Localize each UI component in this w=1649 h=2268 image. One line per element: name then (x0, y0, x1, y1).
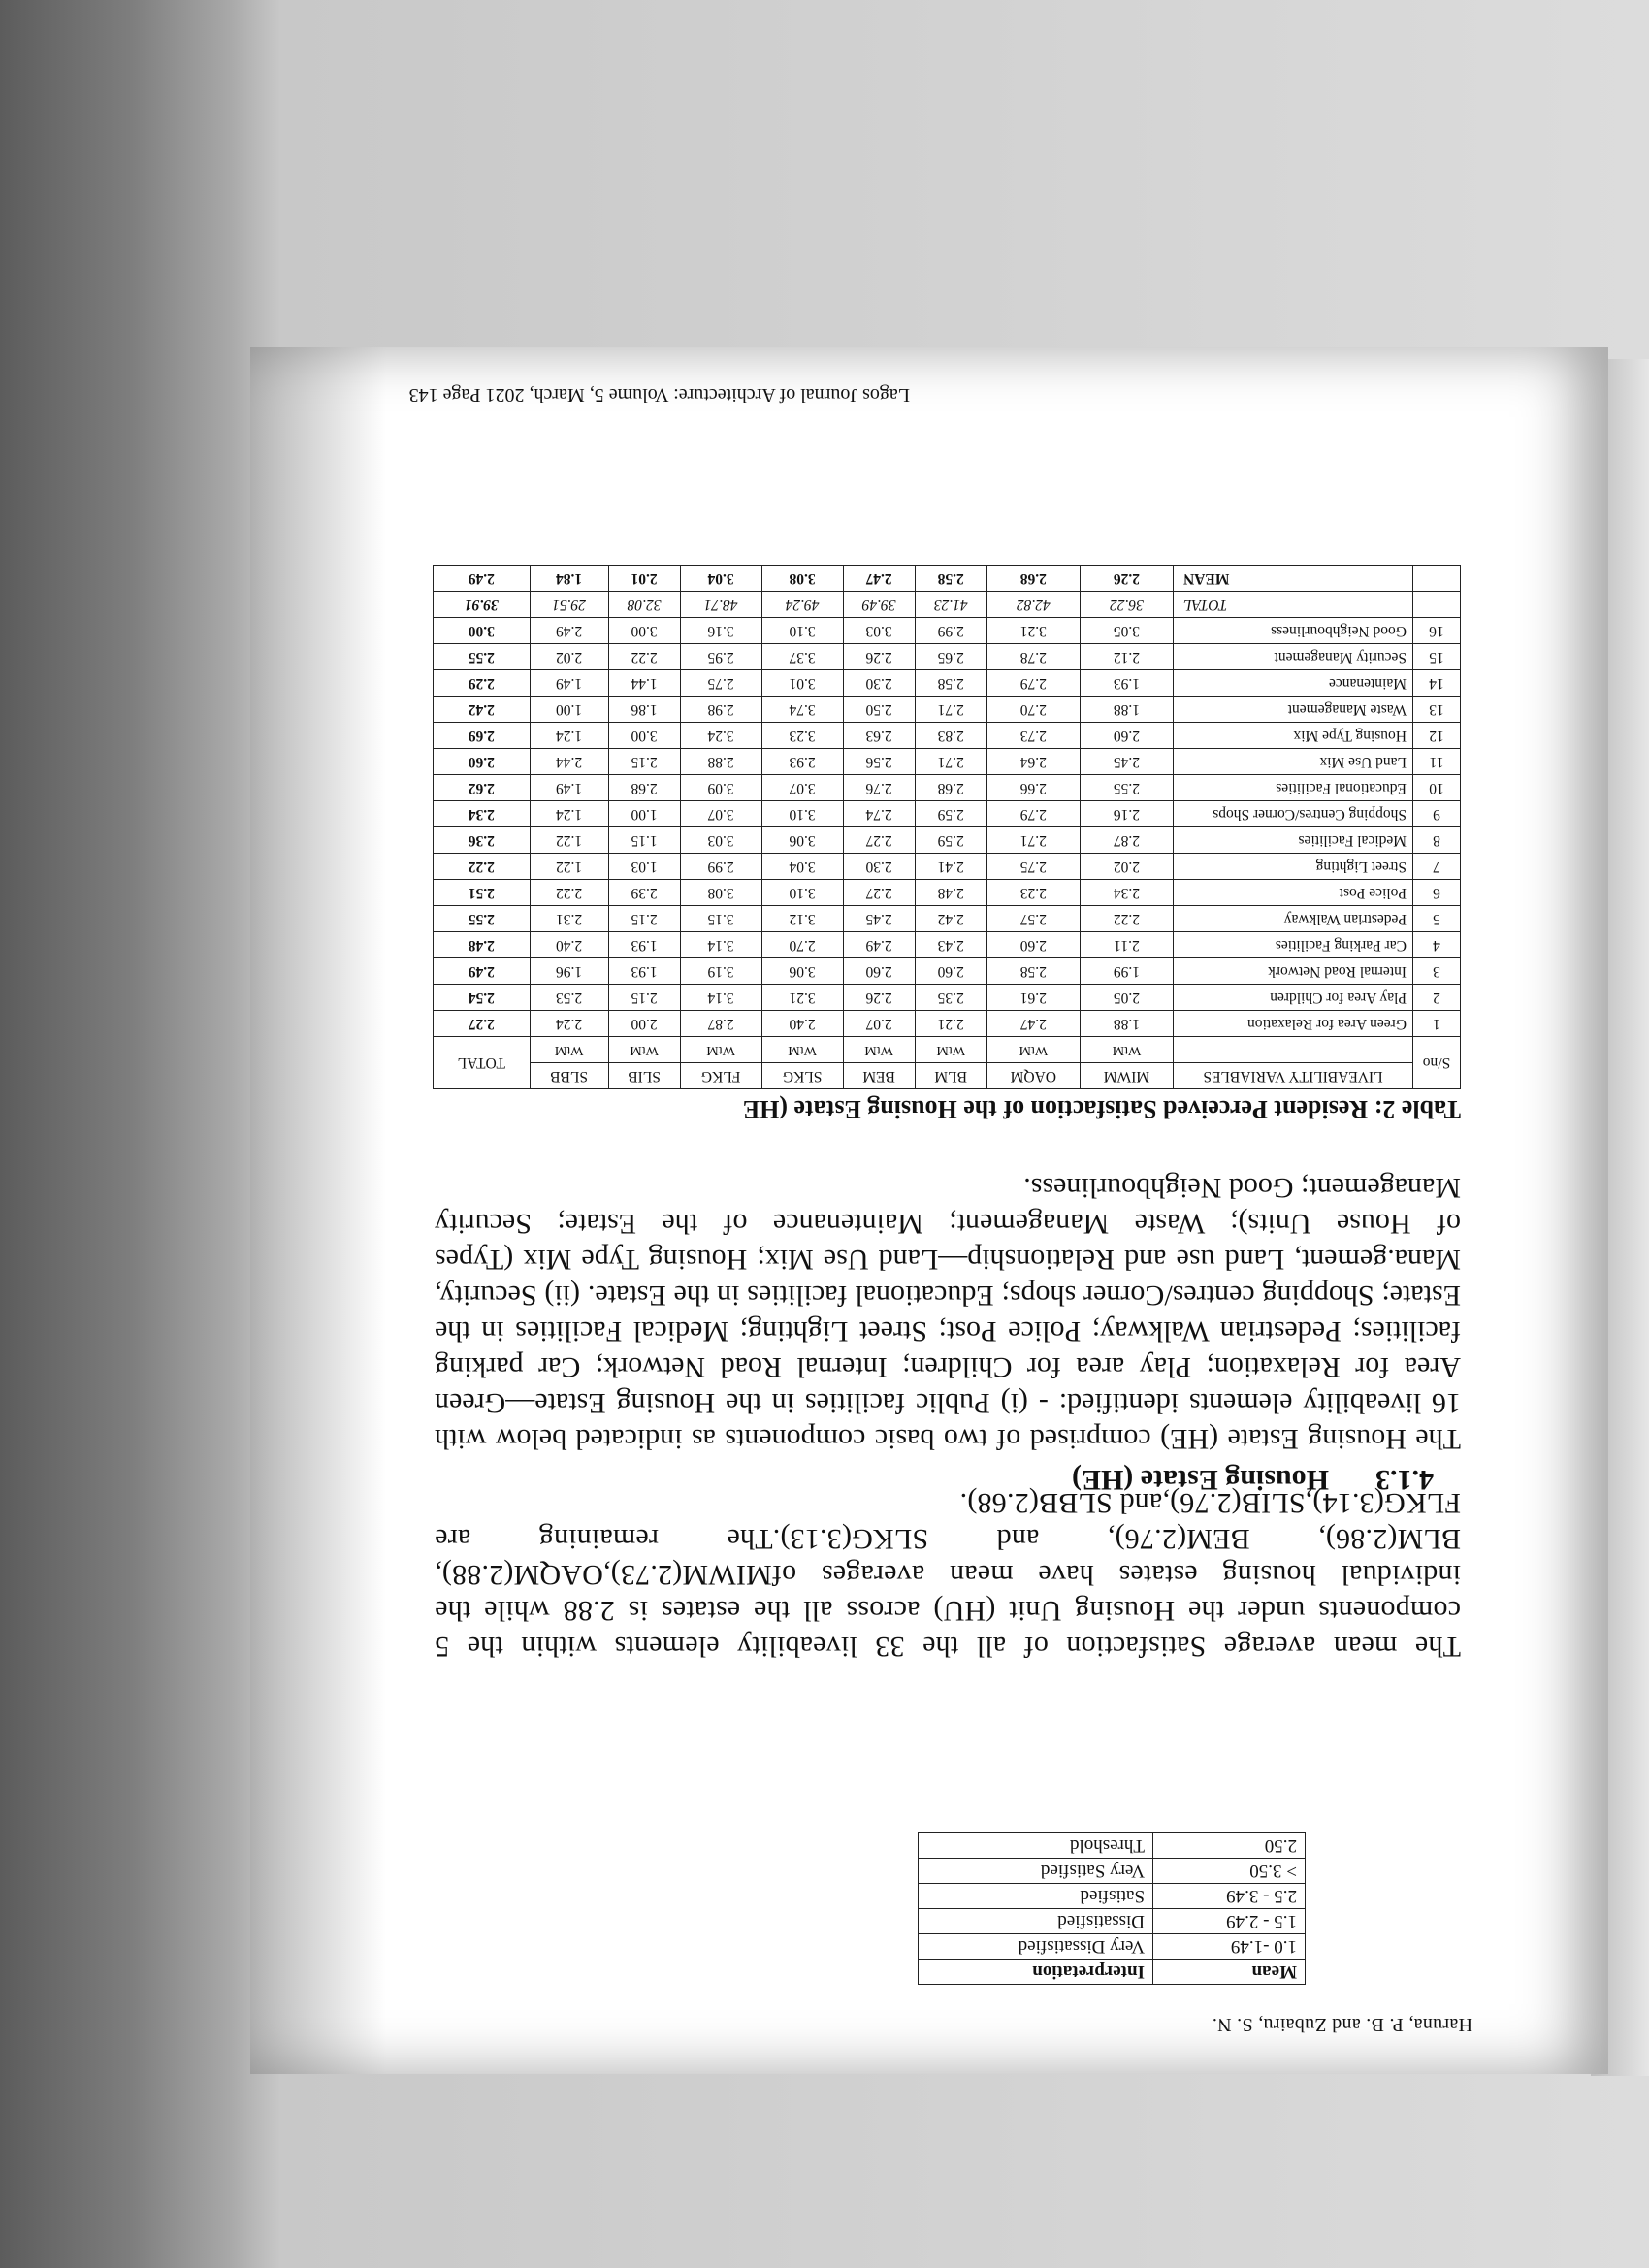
interp-label: Very Dissatisfied (919, 1934, 1153, 1960)
table-row (434, 697, 1461, 723)
table-row (434, 958, 1461, 985)
cell-value: 2.83 (915, 723, 986, 749)
cell-value: 2.02 (530, 644, 608, 670)
cell-value: 1.00 (608, 801, 680, 827)
cell-sno: 13 (1413, 697, 1461, 723)
cell-total-row-value: 49.24 (761, 592, 843, 618)
cell-value: 3.21 (986, 618, 1080, 644)
interp-mean: 2.50 (1153, 1833, 1306, 1859)
cell-value: 2.55 (1080, 775, 1173, 801)
subheader-wtm: WtM (915, 1037, 986, 1063)
cell-value: 3.03 (843, 618, 915, 644)
cell-value: 3.12 (761, 906, 843, 932)
cell-value: 3.08 (680, 880, 761, 906)
cell-value: 3.06 (761, 827, 843, 854)
cell-sno: 12 (1413, 723, 1461, 749)
interp-mean: 1.5 - 2.49 (1153, 1909, 1306, 1934)
cell-variable: Good Neighbourliness (1174, 618, 1413, 644)
cell-sno: 16 (1413, 618, 1461, 644)
cell-value: 3.00 (608, 618, 680, 644)
cell-value: 2.45 (843, 906, 915, 932)
cell-value: 2.70 (986, 697, 1080, 723)
cell-total-row-value: 32.08 (608, 592, 680, 618)
cell-value: 3.16 (680, 618, 761, 644)
cell-value: 2.40 (761, 1011, 843, 1037)
cell-value: 2.31 (530, 906, 608, 932)
cell-sno: 10 (1413, 775, 1461, 801)
cell-value: 2.79 (986, 670, 1080, 697)
cell-value: 2.74 (843, 801, 915, 827)
cell-value: 2.26 (843, 985, 915, 1011)
cell-sno: 1 (1413, 1011, 1461, 1037)
cell-total: 2.62 (434, 775, 531, 801)
cell-total: 2.29 (434, 670, 531, 697)
cell-value: 2.22 (530, 880, 608, 906)
interp-mean: 1.0 -1.49 (1153, 1934, 1306, 1960)
cell-value: 3.74 (761, 697, 843, 723)
cell-value: 2.00 (608, 1011, 680, 1037)
cell-variable: Housing Type Mix (1174, 723, 1413, 749)
cell-value: 2.57 (986, 906, 1080, 932)
cell-mean-row-value: 2.58 (915, 566, 986, 592)
cell-value: 1.49 (530, 775, 608, 801)
interp-label: Dissatisfied (919, 1909, 1153, 1934)
scanned-page (250, 347, 1608, 2074)
cell-value: 2.58 (986, 958, 1080, 985)
satisfaction-table (433, 565, 1461, 1089)
cell-total-row-value: 39.49 (843, 592, 915, 618)
total-row (434, 592, 1461, 618)
cell-value: 2.30 (843, 670, 915, 697)
cell-value: 2.42 (915, 906, 986, 932)
section-heading (1072, 1463, 1434, 1496)
col-oaqm: OAQM (986, 1063, 1080, 1089)
cell-value: 3.10 (761, 618, 843, 644)
cell-total-row-value: 48.71 (680, 592, 761, 618)
cell-value: 3.37 (761, 644, 843, 670)
cell-value: 2.15 (608, 906, 680, 932)
cell-total: 2.27 (434, 1011, 531, 1037)
cell-value: 3.04 (761, 854, 843, 880)
interp-row (919, 1833, 1306, 1859)
cell-value: 2.49 (843, 932, 915, 958)
subheader-wtm: WtM (530, 1037, 608, 1063)
cell-value: 3.09 (680, 775, 761, 801)
col-slbb: SLBB (530, 1063, 608, 1089)
cell-total-row-value: 42.82 (986, 592, 1080, 618)
interp-row (919, 1909, 1306, 1934)
cell-value: 2.64 (986, 749, 1080, 775)
interp-label: Satisfied (919, 1884, 1153, 1909)
cell-value: 2.78 (986, 644, 1080, 670)
cell-mean-row-label: MEAN (1174, 566, 1413, 592)
cell-value: 1.88 (1080, 1011, 1173, 1037)
table-row (434, 723, 1461, 749)
table-row (434, 854, 1461, 880)
col-slkg: SLKG (761, 1063, 843, 1089)
cell-total: 3.00 (434, 618, 531, 644)
cell-value: 2.56 (843, 749, 915, 775)
cell-total-row-label: TOTAL (1174, 592, 1413, 618)
table-row (434, 906, 1461, 932)
cell-variable: Shopping Centres/Corner Shops (1174, 801, 1413, 827)
cell-total: 2.60 (434, 749, 531, 775)
table-row (434, 801, 1461, 827)
journal-footer: Lagos Journal of Architecture: Volume 5, March, 2021 Page 143 (408, 384, 910, 405)
cell-total: 2.54 (434, 985, 531, 1011)
table-row (434, 1011, 1461, 1037)
cell-value: 2.48 (915, 880, 986, 906)
subheader-wtm: WtM (1080, 1037, 1173, 1063)
cell-value: 2.87 (680, 1011, 761, 1037)
subheader-wtm: WtM (761, 1037, 843, 1063)
interp-row (919, 1934, 1306, 1960)
cell-value: 1.15 (608, 827, 680, 854)
cell-variable: Green Area for Relaxation (1174, 1011, 1413, 1037)
cell-value: 3.01 (761, 670, 843, 697)
cell-value: 3.14 (680, 932, 761, 958)
cell-value: 2.63 (843, 723, 915, 749)
cell-sno: 3 (1413, 958, 1461, 985)
cell-total: 2.69 (434, 723, 531, 749)
cell-mean-row-value: 1.84 (530, 566, 608, 592)
table-row (434, 644, 1461, 670)
cell-value: 2.50 (843, 697, 915, 723)
cell-value: 3.03 (680, 827, 761, 854)
cell-total: 2.22 (434, 854, 531, 880)
cell-value: 1.86 (608, 697, 680, 723)
cell-variable: Maintenance (1174, 670, 1413, 697)
interp-mean: 2.5 - 3.49 (1153, 1884, 1306, 1909)
col-bem: BEM (843, 1063, 915, 1089)
cell-value: 2.15 (608, 985, 680, 1011)
cell-value: 1.24 (530, 723, 608, 749)
cell-value: 2.15 (608, 749, 680, 775)
cell-value: 2.98 (680, 697, 761, 723)
subheader-wtm: WtM (843, 1037, 915, 1063)
cell-value: 1.44 (608, 670, 680, 697)
col-total: TOTAL (434, 1037, 531, 1089)
cell-value: 2.22 (608, 644, 680, 670)
cell-total: 2.49 (434, 958, 531, 985)
cell-mean-row-value: 2.26 (1080, 566, 1173, 592)
col-miwm: MIWM (1080, 1063, 1173, 1089)
cell-variable: Land Use Mix (1174, 749, 1413, 775)
cell-sno: 11 (1413, 749, 1461, 775)
cell-value: 2.47 (986, 1011, 1080, 1037)
cell-value: 1.49 (530, 670, 608, 697)
cell-value: 2.22 (1080, 906, 1173, 932)
cell-value: 2.59 (915, 801, 986, 827)
cell-value: 2.71 (986, 827, 1080, 854)
cell-value: 2.99 (915, 618, 986, 644)
cell-total: 2.42 (434, 697, 531, 723)
cell-value: 2.95 (680, 644, 761, 670)
cell-value: 2.40 (530, 932, 608, 958)
cell-value: 1.22 (530, 827, 608, 854)
table-row (434, 775, 1461, 801)
cell-value: 1.88 (1080, 697, 1173, 723)
cell-total: 2.48 (434, 932, 531, 958)
cell-value: 2.61 (986, 985, 1080, 1011)
cell-mean-row-value: 2.47 (843, 566, 915, 592)
cell-blank (1413, 592, 1461, 618)
cell-value: 2.05 (1080, 985, 1173, 1011)
cell-value: 3.23 (761, 723, 843, 749)
cell-value: 3.24 (680, 723, 761, 749)
cell-value: 2.66 (986, 775, 1080, 801)
cell-value: 2.79 (986, 801, 1080, 827)
col-blm: BLM (915, 1063, 986, 1089)
cell-variable: Educational Facilities (1174, 775, 1413, 801)
cell-variable: Waste Management (1174, 697, 1413, 723)
cell-value: 2.87 (1080, 827, 1173, 854)
cell-value: 2.35 (915, 985, 986, 1011)
cell-value: 1.99 (1080, 958, 1173, 985)
subheader-wtm: WtM (986, 1037, 1080, 1063)
cell-value: 2.44 (530, 749, 608, 775)
cell-value: 2.93 (761, 749, 843, 775)
cell-value: 1.03 (608, 854, 680, 880)
cell-variable: Street Lighting (1174, 854, 1413, 880)
cell-value: 3.10 (761, 801, 843, 827)
cell-value: 3.10 (761, 880, 843, 906)
interp-label: Very Satisfied (919, 1859, 1153, 1884)
cell-value: 2.99 (680, 854, 761, 880)
table-row (434, 618, 1461, 644)
cell-value: 2.27 (843, 827, 915, 854)
cell-value: 2.65 (915, 644, 986, 670)
cell-value: 2.39 (608, 880, 680, 906)
interp-header-interpretation: Interpretation (919, 1960, 1153, 1985)
cell-mean-row-value: 3.08 (761, 566, 843, 592)
cell-value: 1.93 (608, 932, 680, 958)
cell-value: 2.26 (843, 644, 915, 670)
mean-row (434, 566, 1461, 592)
cell-variable: Car Parking Facilities (1174, 932, 1413, 958)
interp-mean: > 3.50 (1153, 1859, 1306, 1884)
subheader-blank (1174, 1037, 1413, 1063)
cell-value: 2.68 (915, 775, 986, 801)
cell-value: 2.41 (915, 854, 986, 880)
cell-value: 2.27 (843, 880, 915, 906)
cell-value: 2.60 (915, 958, 986, 985)
cell-sno: 14 (1413, 670, 1461, 697)
cell-value: 2.34 (1080, 880, 1173, 906)
table-row (434, 932, 1461, 958)
cell-value: 3.05 (1080, 618, 1173, 644)
table-caption: Table 2: Resident Perceived Satisfaction of the Housing Estate (HE (742, 1095, 1461, 1123)
cell-value: 2.30 (843, 854, 915, 880)
cell-value: 2.45 (1080, 749, 1173, 775)
cell-value: 2.70 (761, 932, 843, 958)
cell-variable: Pedestrian Walkway (1174, 906, 1413, 932)
cell-sno: 7 (1413, 854, 1461, 880)
cell-value: 2.21 (915, 1011, 986, 1037)
cell-total-row-value: 41.23 (915, 592, 986, 618)
cell-value: 2.73 (986, 723, 1080, 749)
cell-mean-row-value: 2.01 (608, 566, 680, 592)
subheader-wtm: WtM (608, 1037, 680, 1063)
cell-total-row-total: 39.91 (434, 592, 531, 618)
cell-value: 3.21 (761, 985, 843, 1011)
interp-row (919, 1859, 1306, 1884)
cell-value: 1.96 (530, 958, 608, 985)
cell-value: 2.11 (1080, 932, 1173, 958)
col-slib: SLIB (608, 1063, 680, 1089)
table-row (434, 985, 1461, 1011)
cell-value: 1.93 (608, 958, 680, 985)
table-body (434, 566, 1461, 1037)
cell-value: 2.60 (843, 958, 915, 985)
running-header: Haruna, P. B. and Zubairu, S. N. (1212, 2014, 1472, 2035)
paragraph-housing-estate: The Housing Estate (HE) comprised of two basic components as indicated below with 16 liveability elements identified: - (i) Public facilities in the Housing Estate—Green Area for Relaxation; Play area for Children; Internal Road Network; Car parking facilities; Pedestrian Walkway; Police Post; Street Lighting; Medical Facilities in the Estate; Shopping centres/Corner shops; Educational facilities in the Estate. (ii) Security, Mana.gement, Land use and Relationship—Land Use Mix; Housing Type Mix (Types of House Units); Waste Management; Maintenance of the Estate; Security Management; Good Neighbourliness. (435, 1172, 1461, 1455)
cell-value: 2.75 (986, 854, 1080, 880)
cell-mean-row-value: 3.04 (680, 566, 761, 592)
cell-sno: 5 (1413, 906, 1461, 932)
cell-value: 3.06 (761, 958, 843, 985)
cell-value: 3.07 (680, 801, 761, 827)
cell-total: 2.34 (434, 801, 531, 827)
table-row (434, 749, 1461, 775)
page-content-upside-down (250, 347, 1608, 2074)
cell-variable: Police Post (1174, 880, 1413, 906)
cell-value: 2.88 (680, 749, 761, 775)
cell-value: 3.07 (761, 775, 843, 801)
cell-sno: 4 (1413, 932, 1461, 958)
cell-value: 2.60 (1080, 723, 1173, 749)
cell-sno: 2 (1413, 985, 1461, 1011)
cell-value: 2.02 (1080, 854, 1173, 880)
cell-blank (1413, 566, 1461, 592)
cell-mean-row-value: 2.68 (986, 566, 1080, 592)
cell-total: 2.36 (434, 827, 531, 854)
table-row (434, 880, 1461, 906)
cell-value: 2.68 (608, 775, 680, 801)
cell-total: 2.55 (434, 644, 531, 670)
cell-value: 2.71 (915, 697, 986, 723)
cell-total-row-value: 36.22 (1080, 592, 1173, 618)
cell-variable: Security Management (1174, 644, 1413, 670)
cell-value: 2.76 (843, 775, 915, 801)
cell-mean-row-total: 2.49 (434, 566, 531, 592)
table-header-row (434, 1063, 1461, 1089)
table-row (434, 670, 1461, 697)
interpretation-table (918, 1832, 1306, 1985)
cell-total: 2.51 (434, 880, 531, 906)
cell-sno: 9 (1413, 801, 1461, 827)
cell-value: 2.23 (986, 880, 1080, 906)
cell-sno: 8 (1413, 827, 1461, 854)
interp-row (919, 1884, 1306, 1909)
col-variables: LIVEABILITY VARIABLES (1174, 1063, 1413, 1089)
cell-value: 2.07 (843, 1011, 915, 1037)
cell-value: 2.53 (530, 985, 608, 1011)
interp-header-mean: Mean (1153, 1960, 1306, 1985)
cell-value: 2.49 (530, 618, 608, 644)
cell-value: 3.15 (680, 906, 761, 932)
table-row (434, 827, 1461, 854)
cell-variable: Medical Facilities (1174, 827, 1413, 854)
section-number: 4.1.3 (1375, 1464, 1434, 1496)
cell-value: 3.14 (680, 985, 761, 1011)
cell-value: 2.71 (915, 749, 986, 775)
cell-variable: Play Area for Children (1174, 985, 1413, 1011)
interp-label: Threshold (919, 1833, 1153, 1859)
cell-value: 3.00 (608, 723, 680, 749)
cell-total: 2.55 (434, 906, 531, 932)
subheader-wtm: WtM (680, 1037, 761, 1063)
cell-value: 1.93 (1080, 670, 1173, 697)
cell-sno: 15 (1413, 644, 1461, 670)
paragraph-housing-unit-summary: The mean average Satisfaction of all the 33 liveability elements within the 5 components under the Housing Unit (HU) across all the estates is 2.88 while the individual housing estates have mean averages ofMIWM(2.73),OAQM(2.88), BLM(2.86), BEM(2.76), and SLKG(3.13).The remaining are FLKG(3.14),SLIB(2.76),and SLBB(2.68). (435, 1487, 1461, 1663)
cell-total-row-value: 29.51 (530, 592, 608, 618)
section-title: Housing Estate (HE) (1071, 1464, 1329, 1496)
cell-value: 2.59 (915, 827, 986, 854)
cell-sno: 6 (1413, 880, 1461, 906)
cell-value: 2.16 (1080, 801, 1173, 827)
col-flkg: FLKG (680, 1063, 761, 1089)
cell-variable: Internal Road Network (1174, 958, 1413, 985)
cell-value: 3.19 (680, 958, 761, 985)
cell-value: 1.22 (530, 854, 608, 880)
cell-value: 1.24 (530, 801, 608, 827)
cell-value: 2.24 (530, 1011, 608, 1037)
cell-value: 2.43 (915, 932, 986, 958)
cell-value: 2.60 (986, 932, 1080, 958)
cell-value: 2.12 (1080, 644, 1173, 670)
cell-value: 1.00 (530, 697, 608, 723)
col-sno: S/no (1413, 1037, 1461, 1089)
cell-value: 2.75 (680, 670, 761, 697)
table-subheader-row (434, 1037, 1461, 1063)
cell-value: 2.58 (915, 670, 986, 697)
